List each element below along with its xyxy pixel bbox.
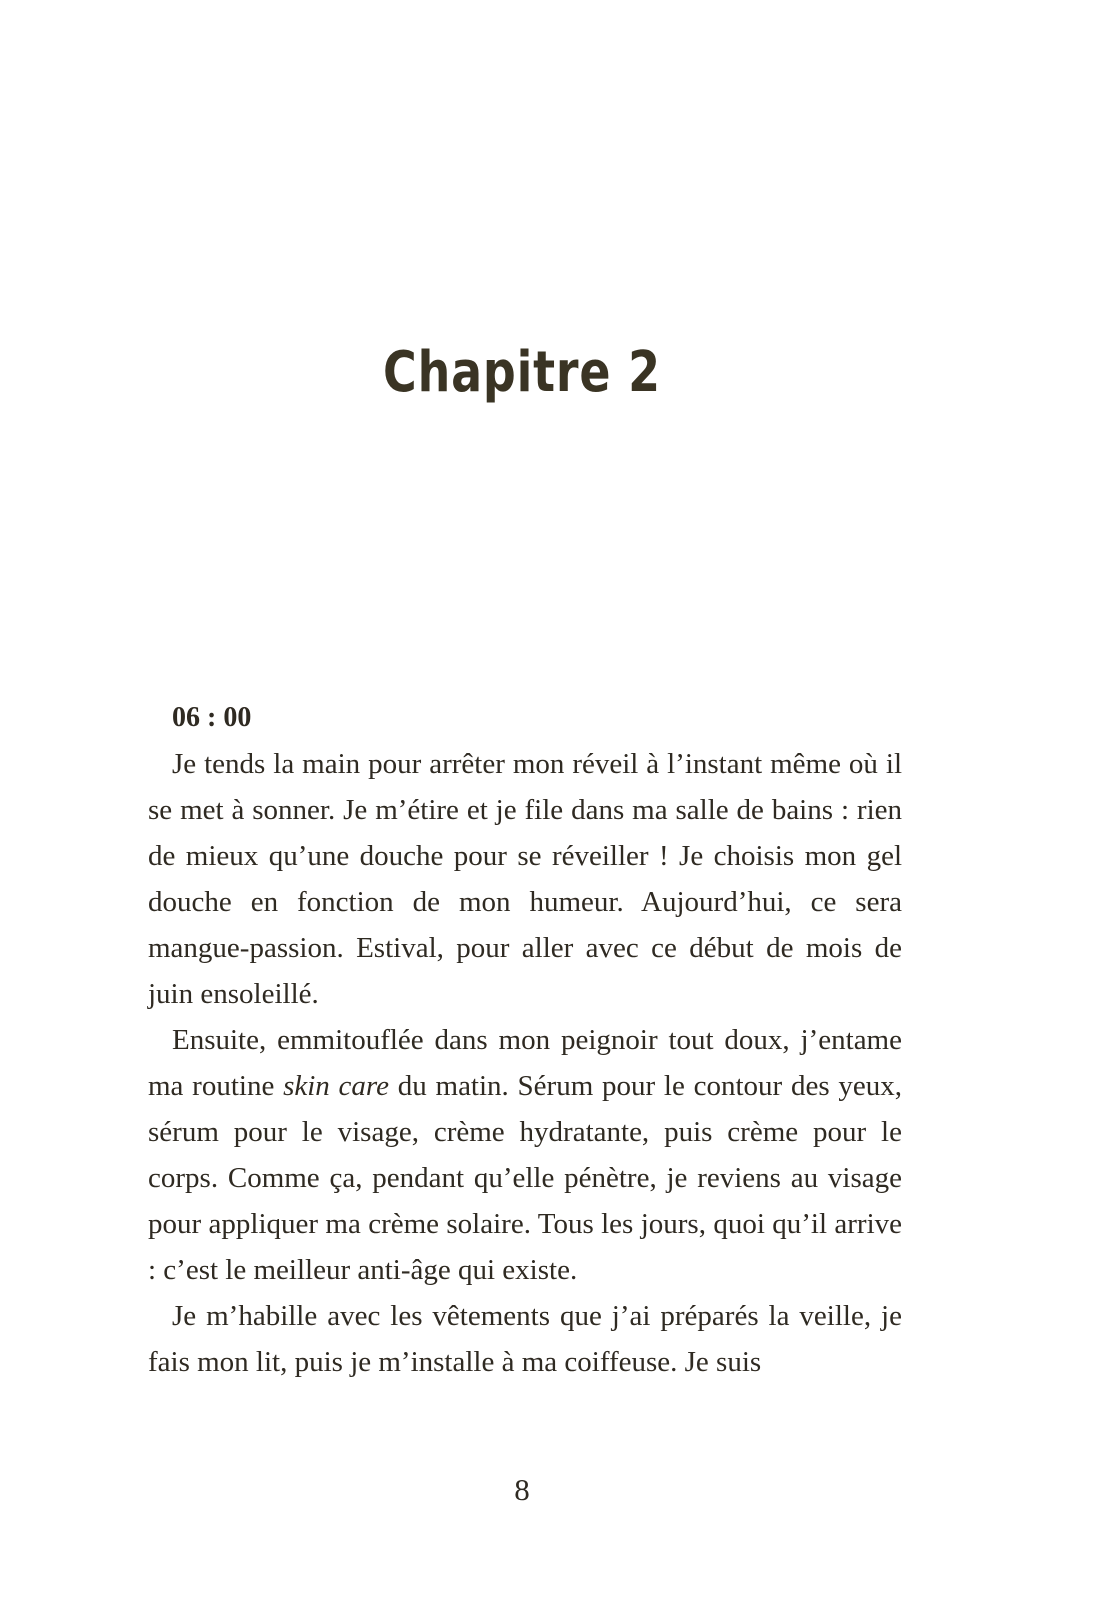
paragraph-2-text-start: Ensuite, emmitouflée dans mon peignoir tout doux, j’entame ma routine	[148, 1024, 902, 1102]
paragraph-2-text-end: du matin. Sérum pour le contour des yeux, sérum pour le visage, crème hydratante, puis crème pour le corps. Comme ça, pendant qu’elle pénètre, je reviens au visage pour appliquer ma crème solaire. Tous les jours, quoi qu’il arrive : c’est le meilleur anti-âge qui existe.	[148, 1070, 902, 1286]
paragraph-1-text: Je tends la main pour arrêter mon réveil à l’instant même où il se met à sonner. Je m’étire et je file dans ma salle de bains : rien de mieux qu’une douche pour se réveiller ! Je choisis mon gel douche en fonction de mon humeur. Aujourd’hui, ce sera mangue-passion. Estival, pour aller avec ce début de mois de juin ensoleillé.	[148, 748, 902, 1010]
chapter-title: Chapitre 2	[383, 340, 661, 405]
time-heading: 06 : 00	[172, 702, 252, 733]
paragraph-3	[148, 1293, 902, 1385]
paragraph-1	[148, 741, 902, 1017]
paragraph-2-italic-term: skin care	[283, 1070, 389, 1102]
paragraph-3-text: Je m’habille avec les vêtements que j’ai préparés la veille, je fais mon lit, puis je m’installe à ma coiffeuse. Je suis	[148, 1300, 902, 1378]
page-number: 8	[514, 1472, 530, 1507]
chapter-body	[148, 695, 902, 1385]
paragraph-2	[148, 1017, 902, 1293]
